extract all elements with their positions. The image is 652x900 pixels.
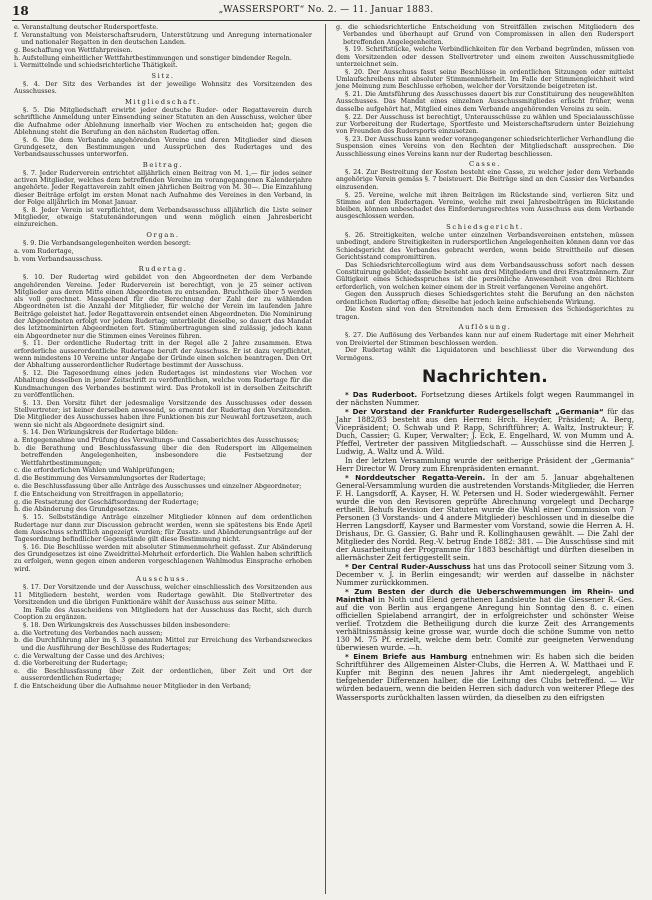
paragraph: Der Rudertag wählt die Liquidatoren und beschliesst über die Verwendung des Vermögens. xyxy=(336,346,634,362)
news-item-lead: * Norddeutscher Regatta-Verein. xyxy=(345,472,486,482)
list-item: a. die Vertretung des Verbandes nach aussen; xyxy=(14,628,163,637)
paragraph: §. 24. Zur Bestreitung der Kosten besteht eine Casse, zu welcher jeder dem Verbande angehörige Verein gemäss §. 7 beisteuert. Die Beiträge sind an den Cassier des Verbandes einzusenden. xyxy=(336,168,634,191)
paragraph: Gegen den Ausspruch dieses Schiedsgerichtes steht die Berufung an den nächsten ordentlichen Rudertag offen; dieselbe hat jedoch keine aufschiebende Wirkung. xyxy=(336,290,634,306)
list-item: e. Veranstaltung deutscher Rudersportfeste. xyxy=(14,23,159,31)
paragraph: §. 12. Die Tagesordnung eines jeden Rudertages ist mindestens vier Wochen vor Abhaltung desselben in jener Zeitschrift zu veröffentlichen, welche vom Rudertage für die Kundmachungen des Verbandes bestimmt wird. Das Protokoll ist in derselben Zeitschrift zu veröffentlichen. xyxy=(14,369,312,399)
paragraph: §. 16. Die Beschlüsse werden mit absoluter Stimmenmehrheit gefasst. Zur Abänderung des Grundgesetzes ist eine Zweidrittel-Mehrheit erforderlich. Die Wahlen haben schriftlich zu erfolgen, wenn gegen einen anderen vorgeschlagenen Wahlmodus Einsprache erhoben wird. xyxy=(14,542,312,573)
header-rule xyxy=(12,20,640,21)
list-item: a. vom Rudertage, xyxy=(14,246,74,255)
list-item: b. vom Verbandsausschuss. xyxy=(14,254,103,263)
list-item: g. die schiedsrichterliche Entscheidung von Streitfällen zwischen Mitgliedern des Verbandes und überhaupt auf Grund von Compromissen in allen den Rudersport betreffenden Angelegenheiten. xyxy=(336,23,634,46)
news-item xyxy=(336,653,634,702)
paragraph: §. 18. Den Wirkungskreis des Ausschusses bilden insbesondere: xyxy=(23,620,231,629)
list-item: e. die Beschlussfassung über Zeit der ordentlichen, über Zeit und Ort der ausserordentlichen Rudertage; xyxy=(14,667,312,683)
list-item: c. die Verwaltung der Casse und des Archives; xyxy=(14,651,165,660)
page-number: 18 xyxy=(12,4,29,18)
section-heading: Auflösung. xyxy=(458,323,512,332)
list-item: i. Vermittelnde und schiedsrichterliche Thätigkeit. xyxy=(14,61,178,70)
list-item: d. die Bestimmung des Versammlungsortes der Rudertage; xyxy=(14,474,206,483)
statute-continuation xyxy=(336,24,634,362)
section-heading: Ausschuss. xyxy=(136,575,190,584)
news-item xyxy=(336,563,634,587)
paragraph: Das Schiedsrichtercollegium wird aus dem Verbandsausschuss sofort nach dessen Constituirung gebildet; dasselbe besteht aus drei Mitgliedern und drei Ersatzmännern. Zur Gültigkeit eines Schiedsspruches ist die persönliche Anwesenheit von drei Richtern erforderlich, von welchen keiner einem der in Streit verfangenen Vereine angehört. xyxy=(336,260,634,291)
paragraph: Die Kosten sind von den Streitenden nach dem Ermessen des Schiedsgerichtes zu tragen. xyxy=(336,305,634,321)
news-item-lead: * Der Vorstand der Frankfurter Rudergesellschaft „Germania“ xyxy=(345,406,604,416)
paragraph: §. 21. Die Amtsführung des Ausschusses dauert bis zur Constituirung des neugewählten Ausschusses. Das Mandat eines einzelnen Ausschussmitgliedes erlischt früher, wenn dasselbe aufgehört hat, Mitglied eines dem Verbande angehörenden Vereins zu sein. xyxy=(336,90,634,113)
news-item-text: entnehmen wir: Es haben sich die beiden Schriftführer des Allgemeinen Alster-Clubs, die Herren A. W. Matthaei und F. Kupfer mit Beginn des neuen Jahres ihr Amt niedergelegt, angeblich tiefgehender Differenzen halber, die die Leitung des Clubs betreffend. — Wir würden bedauern, wenn die beiden Herren sich dadurch von weiterer Pflege des Wassersports zurückhalten lassen würden, da dieselben zu den eifrigsten xyxy=(336,652,634,702)
news-item-text: in Noth und Elend gerathenen Landsleute hat die Giessener R.-Ges. auf die von Berlin aus ergangene Anregung hin Sonntag den 8. c. einen officiellen Spielabend arrangirt, der in erfolgreichster und schönster Weise verlief. Trotzdem die Betheiligung durch die kurze Zeit des Arrangements verhältnissmässig keine grosse war, wurde doch die schöne Summe von netto 130 M. 75 Pf. erzielt, welche dem betr. Comité zur geeigneten Verwendung überwiesen wurde. —h. xyxy=(336,594,634,653)
news-item-text: hat uns das Protocoll seiner Sitzung vom 3. December v. J. in Berlin eingesandt; wir werden auf dasselbe in nächster Nummer zurückkommen. xyxy=(336,562,634,588)
news-item-text: In der letzten Versammlung wurde der seitherige Präsident der „Germania“ Herr Director W. Drory zum Ehrenpräsidenten ernannt. xyxy=(336,455,634,473)
paragraph: §. 17. Der Vorsitzende und der Ausschuss, welcher einschliesslich des Vorsitzenden aus 11 Mitgliedern besteht, werden vom Rudertage gewählt. Die Stellvertreter des Vorsitzenden und die übrigen Funktionäre wählt der Ausschuss aus seiner Mitte. xyxy=(14,583,312,606)
paragraph: §. 6. Die dem Verbande angehörenden Vereine und deren Mitglieder sind diesen Grundgesetz, den Bestimmungen und Aussprüchen des Rudertages und des Verbandsausschusses unterworfen. xyxy=(14,135,312,159)
paragraph: Im Falle des Ausscheidens von Mitgliedern hat der Ausschuss das Recht, sich durch Cooption zu ergänzen. xyxy=(14,605,312,622)
news-item-lead: * Zum Besten der durch die Ueberschwemmungen im Rhein- und Maintthal xyxy=(336,586,634,604)
paragraph: §. 25. Vereine, welche mit ihren Beiträgen im Rückstande sind, verlieren Sitz und Stimme auf den Rudertagen. Vereine, welche mit zwei Jahresbeiträgen im Rückstande bleiben, können unbeschadet des Einforderungsrechtes vom Ausschuss aus dem Verbande ausgeschlossen werden. xyxy=(336,190,634,221)
list-item: d. die Vorbereitung der Rudertage; xyxy=(14,659,128,668)
running-title: „WASSERSPORT“ No. 2. — 11. Januar 1883. xyxy=(218,5,434,15)
paragraph: §. 8. Jeder Verein ist verpflichtet, dem Verbandsausschuss alljährlich die Liste seiner Mitglieder, etwaige Statutenänderungen und wenn möglich einen Jahresbericht einzureichen. xyxy=(14,205,312,229)
list-item: e. die Beschlussfassung über alle Anträge des Ausschusses und einzelner Abgeordneter; xyxy=(14,482,302,491)
paragraph: §. 9. Die Verbandsangelegenheiten werden besorgt: xyxy=(23,239,191,248)
news-item-lead: * Der Central Ruder-Ausschuss xyxy=(345,562,471,572)
news-item-lead: * Einem Briefe aus Hamburg xyxy=(345,652,468,662)
news-item-text: Fortsetzung dieses Artikels folgt wegen Raummangel in der nächsten Nummer. xyxy=(336,390,634,408)
section-heading: Sitz. xyxy=(151,71,175,80)
paragraph: §. 5. Die Mitgliedschaft erwirbt jeder deutsche Ruder- oder Regattaverein durch schriftliche Anmeldung unter Einsendung seiner Statuten an den Ausschuss, welcher über die Aufnahme oder Ablehnung innerhalb vier Wochen zu entscheiden hat; gegen die Ablehnung steht die Berufung an den nächsten Rudertag offen. xyxy=(14,105,312,136)
list-item: f. die Entscheidung über die Aufnahme neuer Mitglieder in den Verband; xyxy=(14,682,252,691)
news-heading: Nachrichten. xyxy=(421,367,549,388)
news-item xyxy=(336,457,634,473)
paragraph: §. 13. Den Vorsitz führt der jedesmalige Vorsitzende des Ausschusses oder dessen Stellvertreter; ist keiner derselben anwesend, so ernennt der Rudertag den Vorsitzenden. Die Mitglieder des Ausschusses haben ihre Funktionen bis zur Neuwahl fortzusetzen, auch wenn sie nicht als Abgeordnete designirt sind. xyxy=(14,398,312,429)
news-item-text: In der am 5. Januar abgehaltenen General-Versammlung wurden die austretenden Vorstands-Mitglieder, die Herren F. H. Langsdorff, A. Kayser, H. W. Petersen und H. Soder wiedergewählt. Ferner wurde die von den Revisoren geprüfte Abrechnung vorgelegt und Decharge ertheilt. Behufs Revision der Statuten wurde die Wahl einer Commission von 7 Personen (3 Vorstands- und 4 andere Mitglieder) beschlossen und in dieselbe die Herren Langsdorff, Kayser und Barmester vom Vorstand, sowie die Herren A. H. Drishaus, Dr. G. Gassier, G. Bahr und R. Kollinghausen gewählt. — Die Zahl der Mitglieder des Nordd. Reg.-V. betrug Ende 1882: 381. — Die Ausschüsse sind mit der Ausarbeitung der Programme für 1883 beschäftigt und dürften dieselben in allernächster Zeit fertiggestellt sein. xyxy=(336,472,634,563)
news-item xyxy=(336,474,634,563)
section-heading: Mitgliedschaft. xyxy=(124,97,202,106)
news-item xyxy=(336,391,634,407)
paragraph: §. 10. Der Rudertag wird gebildet von den Abgeordneten der dem Verbande angehörenden Vereine. Jeder Ruderverein ist berechtigt, von je 25 seiner activen Mitglieder aus deren Mitte einen Abgeordneten zu entsenden. Bruchtheile über 5 werden als voll gerechnet. Massgebend für die Berechnung der Zahl der zu wählenden Abgeordneten ist die Anzahl der Mitglieder, für welche der Verein im laufenden Jahre Beiträge geleistet hat. Jeder Regattaverein entsendet einen Abgeordneten. Die Nominirung der Abgeordneten erfolgt vor jedem Rudertag; unterbleibt dieselbe, so dauert das Mandat des letztnominirten Abgeordneten fort. Stimmübertragungen sind zulässig, jedoch kann ein Abgeordneter nur die Stimmen eines Vereines führen. xyxy=(14,273,312,340)
section-heading: Rudertag. xyxy=(138,264,188,273)
paragraph: §. 26. Streitigkeiten, welche unter einzelnen Verbandsvereinen entstehen, müssen unbedingt, andere Streitigkeiten in rudersportlichen Angelegenheiten können dann vor das Schiedsgericht des Verbandes gebracht werden, wenn beide Streittheile auf diesen Gerichtsstand compromittiren. xyxy=(336,231,634,261)
list-item: a. Entgegennahme und Prüfung des Verwaltungs- und Cassaberichtes des Ausschusses; xyxy=(14,436,300,445)
paragraph: §. 15. Selbstständige Anträge einzelner Mitglieder können auf dem ordentlichen Rudertage nur dann zur Discussion gebracht werden, wenn sie spätestens bis Ende April dem Ausschuss schriftlich angezeigt wurden; für Zusatz- und Abänderungsanträge auf der Tagesordnung befindlicher Gegenstände gilt diese Bestimmung nicht. xyxy=(14,513,312,544)
paragraph: §. 20. Der Ausschuss fasst seine Beschlüsse in ordentlichen Sitzungen oder mittelst Umlaufschreibens mit absoluter Stimmenmehrheit. Im Falle der Stimmengleichheit wird jene Meinung zum Beschlusse erhoben, welcher der Vorsitzende beigetreten ist. xyxy=(336,67,634,91)
column-divider xyxy=(325,24,326,894)
list-item: h. die Abänderung des Grundgesetzes. xyxy=(14,505,140,514)
news-item-text: für das Jahr 1882/83 besteht aus den Herren: Hrch. Heyder, Präsident; A. Berg, Vicepräsident; O. Schwab und P. Rapp, Schriftführer; A. Waltz, Instrukteur; F. Duch, Cassier; G. Kuper, Verwalter; J. Eck, E. Engelhard, W. von Mumm und A. Pfeffel, Vertreter der passiven Mitgliedschaft. — Ausschüsse sind die Herren J. Ludwig, A. Waltz und A. Wild. xyxy=(336,406,634,457)
news-item xyxy=(336,408,634,457)
paragraph: §. 14. Den Wirkungskreis der Rudertage bilden: xyxy=(23,428,179,437)
list-item: h. Aufstellung einheitlicher Wettfahrtbestimmungen und sonstiger bindender Regeln. xyxy=(14,53,292,62)
paragraph: §. 4. Der Sitz des Verbandes ist der jeweilige Wohnsitz des Vorsitzenden des Ausschusses. xyxy=(14,80,312,96)
page-header xyxy=(12,4,640,20)
news-item-lead: * Das Ruderboot. xyxy=(345,390,418,400)
section-heading: Casse. xyxy=(468,159,501,168)
list-item: b. die Durchführung aller im §. 3 genannten Mittel zur Erreichung des Verbandszweckes und die Ausführung der Beschlüsse des Rudertages; xyxy=(14,636,312,652)
list-item: c. die erforderlichen Wahlen und Wahlprüfungen; xyxy=(14,466,175,475)
paragraph: §. 7. Jeder Ruderverein entrichtet alljährlich einen Beitrag von M. 1,— für jedes seiner activen Mitglieder, welches dem betreffenden Vereine im vorangegangenen Kalenderjahre angehörte. Jeder Regattaverein zahlt einen jährlichen Beitrag von M. 30—. Die Einzahlung dieser Beiträge erfolgt im ersten Monat nach Aufnahme des Vereines in den Verband, in der Folge alljährlich im Monat Januar. xyxy=(14,168,312,207)
list-item: g. Beschaffung von Wettfahrpreisen. xyxy=(14,45,133,54)
list-item: b. die Berathung und Beschlussfassung über die den Rudersport im Allgemeinen betreffenden Angelegenheiten, insbesondere die Festsetzung der Wettfahrtbestimmungen; xyxy=(14,444,312,467)
list-item: f. die Entscheidung von Streitfragen in appellatorio; xyxy=(14,489,184,498)
paragraph: §. 27. Die Auflösung des Verbandes kann nur auf einem Rudertage mit einer Mehrheit von Dreiviertel der Stimmen beschlossen werden. xyxy=(336,331,634,347)
list-item: f. Veranstaltung von Meisterschaftsrudern, Unterstützung und Anregung internationaler und nationaler Regatten in den deutschen Landen. xyxy=(14,30,312,47)
left-column xyxy=(14,24,312,691)
right-column xyxy=(336,24,634,702)
section-heading: Beitrag. xyxy=(142,160,184,169)
section-heading: Organ. xyxy=(146,230,180,239)
section-heading: Schiedsgericht. xyxy=(446,222,524,231)
paragraph: §. 19. Schriftstücke, welche Verbindlichkeiten für den Verband begründen, müssen von dem Vorsitzenden oder dessen Stellvertreter und einem zweiten Ausschussmitgliede unterzeichnet sein. xyxy=(336,45,634,68)
paragraph: §. 11. Der ordentliche Rudertag tritt in der Regel alle 2 Jahre zusammen. Etwa erforderliche ausserordentliche Rudertage beruft der Ausschuss. Er ist dazu verpflichtet, wenn mindestens 10 Vereine unter Angabe der Gründe einen solchen beantragen. Den Ort der Abhaltung ausserordentlicher Rudertage bestimmt der Ausschuss. xyxy=(14,339,312,370)
list-item: g. die Festsetzung der Geschäftsordnung der Rudertage; xyxy=(14,497,199,506)
paragraph: §. 23. Der Ausschuss kann weder vorangegangener schiedsrichterlicher Verhandlung die Suspension eines Vereins von den Rechten der Mitgliedschaft aussprechen. Die Ausschliessung eines Vereins kann nur der Rudertag beschliessen. xyxy=(336,134,634,158)
news-section xyxy=(336,391,634,702)
paragraph: §. 22. Der Ausschuss ist berechtigt, Unterausschüsse zu wählen und Specialausschüsse zur Vorbereitung der Rudertage, Sportfeste und Meisterschaftsrudern unter Beiziehung von Freunden des Rudersports einzusetzen. xyxy=(336,112,634,136)
news-item xyxy=(336,588,634,653)
